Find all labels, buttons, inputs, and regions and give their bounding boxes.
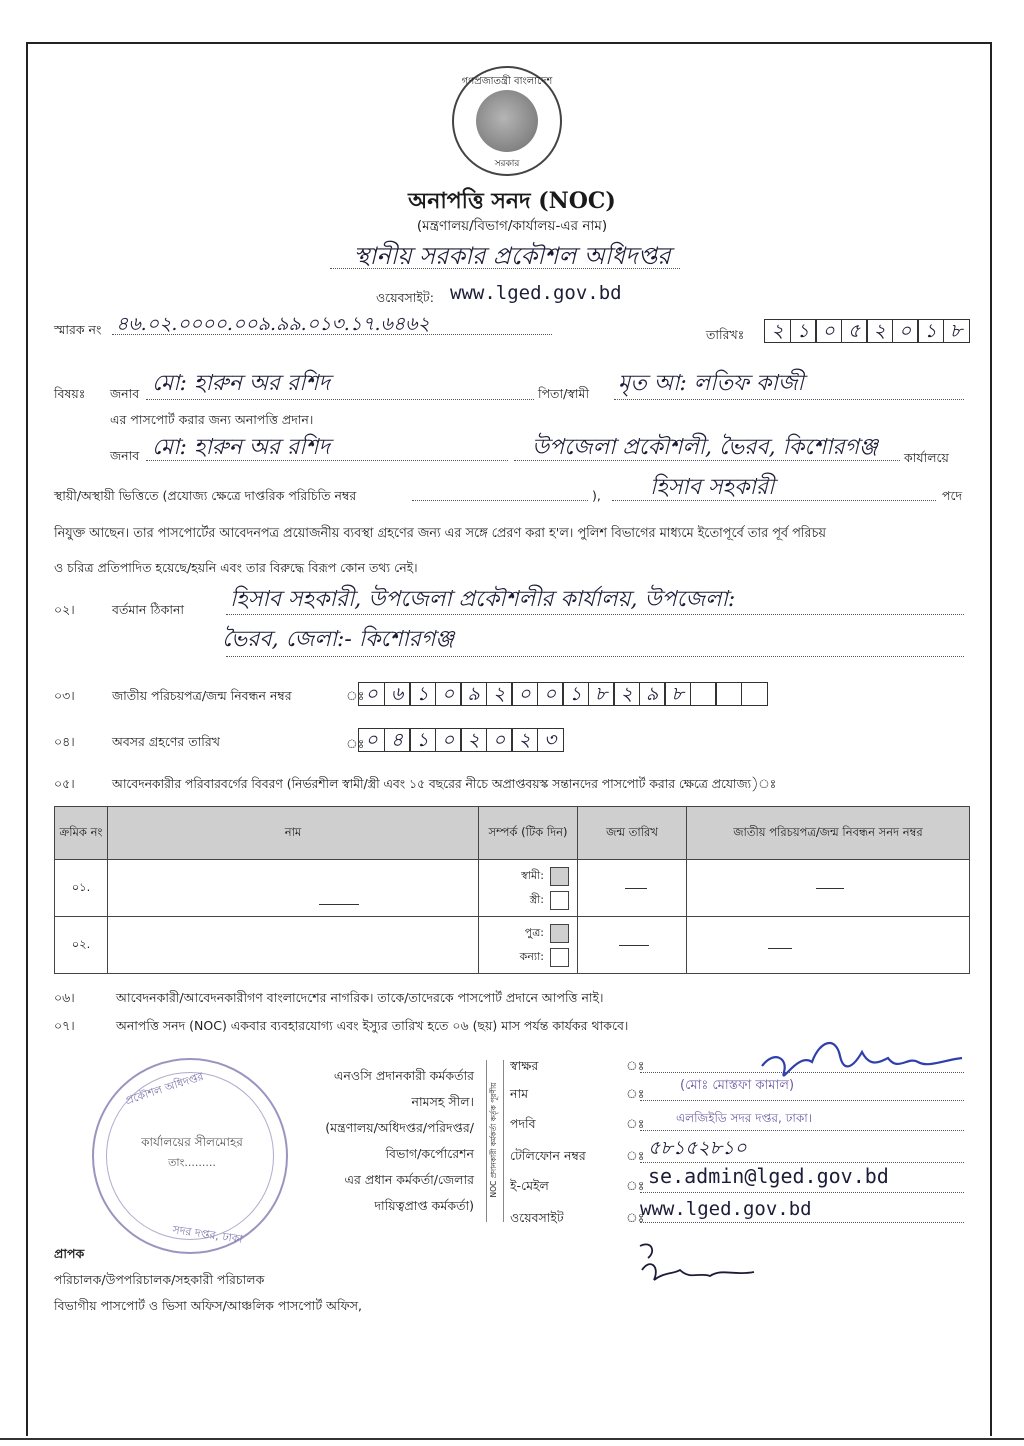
website-field-value: www.lged.gov.bd (640, 1198, 812, 1220)
field-colon: ঃ (626, 1210, 645, 1225)
header-nid: জাতীয় পরিচয়পত্র/জন্ম নিবন্ধন সনদ নম্বর (687, 807, 970, 860)
date-digit: ১ (917, 319, 944, 343)
item-04-num: ০৪। (54, 734, 75, 749)
nid-digit (715, 682, 742, 706)
seal-placeholder-label: কার্যালয়ের সীলমোহর (141, 1135, 243, 1149)
field-colon: ঃ (626, 1058, 645, 1073)
issuer-line: নামসহ সীল। (411, 1094, 474, 1109)
email-line (640, 1192, 964, 1193)
basis-line (412, 500, 588, 501)
nid-digit: ২ (486, 682, 513, 706)
seal-ring-bottom: সদর দপ্তর, ঢাকা (171, 1223, 244, 1246)
retirement-digit: ১ (409, 728, 436, 752)
nid-digit: ৮ (664, 682, 691, 706)
address-line-1: হিসাব সহকারী, উপজেলা প্রকৌশলীর কার্যালয়, উপজেলা: (230, 587, 736, 612)
table-row (55, 917, 970, 974)
post-suffix: পদে (942, 488, 963, 503)
date-digit: ১ (790, 319, 817, 343)
seal-ring-top: প্রকৌশল অধিদপ্তর (123, 1069, 206, 1108)
row-serial: ০২. (55, 917, 108, 974)
row-dob (578, 917, 687, 974)
document-subtitle: (মন্ত্রণালয়/বিভাগ/কার্যালয়-এর নাম) (416, 218, 608, 234)
address-line-2: ভৈরব, জেলা:- কিশোরগঞ্জ (222, 627, 455, 652)
husband-checkbox[interactable] (550, 867, 569, 886)
date-digit: ২ (866, 319, 893, 343)
retirement-digit: ২ (511, 728, 538, 752)
office-seal-stamp (92, 1058, 288, 1254)
document-title: অনাপত্তি সনদ (NOC) (408, 188, 616, 214)
designation-line (612, 500, 936, 501)
address-line-2-rule (226, 656, 964, 657)
row-dob (578, 860, 687, 917)
nid-digit: ১ (409, 682, 436, 706)
field-label-signature: স্বাক্ষর (510, 1058, 539, 1073)
subject-purpose: এর পাসপোর্ট করার জন্য অনাপত্তি প্রদান। (110, 412, 314, 427)
retirement-digit: ৩ (537, 728, 564, 752)
row-nid (687, 917, 970, 974)
noc-vertical-label: NOC প্রদানকারী কর্মকর্তা কর্তৃক পূরণীয় (486, 1060, 504, 1222)
item-04-colon: ঃ (346, 736, 365, 751)
family-table-header (55, 807, 970, 860)
row-name (108, 917, 479, 974)
officer-name-stamp: (মোঃ মোস্তফা কামাল) (680, 1078, 795, 1093)
row-name (108, 860, 479, 917)
item-05-label: আবেদনকারীর পরিবারবর্গের বিবরণ (নির্ভরশীল স্বামী/স্ত্রী এবং ১৫ বছরের নীচে অপ্রাপ্তবয়স্ক সন্তানদের পাসপোর্ট করার ক্ষেত্রে প্রযোজ্য)ঃ (112, 777, 777, 791)
date-digit: ২ (764, 319, 791, 343)
header-dob: জন্ম তারিখ (578, 807, 687, 860)
basis-close: ), (592, 488, 601, 503)
field-label-email: ই-মেইল (510, 1178, 549, 1193)
nid-digit: ০ (537, 682, 564, 706)
website-value: www.lged.gov.bd (450, 282, 622, 304)
body-para-2: নিযুক্ত আছেন। তার পাসপোর্টের আবেদনপত্র প্রয়োজনীয় ব্যবস্থা গ্রহণের জন্য এর সঙ্গে প্রেরণ করা হ'ল। পুলিশ বিভাগের মাধ্যমে ইতোপূর্বে তার পূর্ব পরিচয় (54, 526, 826, 541)
nid-digit: ০ (511, 682, 538, 706)
header-relation: সম্পর্ক (টিক দিন) (479, 807, 578, 860)
body-office: উপজেলা প্রকৌশলী, ভৈরব, কিশোরগঞ্জ (532, 435, 878, 460)
retirement-digit: ০ (435, 728, 462, 752)
issuer-line: দায়িত্বপ্রাপ্ত কর্মকর্তা) (374, 1198, 474, 1213)
recipient-line-2: বিভাগীয় পাসপোর্ট ও ভিসা অফিস/আঞ্চলিক পাসপোর্ট অফিস, (54, 1298, 362, 1313)
office-name-line (330, 268, 680, 269)
subject-label: বিষয়ঃ (54, 386, 86, 401)
date-digit: ৮ (943, 319, 970, 343)
officer-designation-stamp: এলজিইডি সদর দপ্তর, ঢাকা। (676, 1111, 813, 1125)
nid-boxes (358, 682, 766, 706)
phone-line (640, 1162, 964, 1163)
body-mr-label: জনাব (110, 448, 140, 463)
nid-digit (741, 682, 768, 706)
date-boxes (764, 319, 968, 343)
row-relation (479, 860, 578, 917)
item-03-num: ০৩। (54, 688, 75, 703)
phone-value: ৫৮১৫২৮১০ (648, 1137, 747, 1159)
designation-line (640, 1130, 964, 1131)
field-colon: ঃ (626, 1148, 645, 1163)
item-02-label: বর্তমান ঠিকানা (112, 602, 185, 617)
emblem-top-text: গণপ্রজাতন্ত্রী বাংলাদেশ (461, 76, 553, 87)
son-checkbox[interactable] (550, 924, 569, 943)
retirement-digit: ০ (358, 728, 385, 752)
date-digit: ০ (892, 319, 919, 343)
nid-digit: ১ (562, 682, 589, 706)
emblem-map-icon (476, 90, 538, 152)
header-name: নাম (108, 807, 479, 860)
website-line (640, 1222, 964, 1223)
item-07-text: অনাপত্তি সনদ (NOC) একবার ব্যবহারযোগ্য এবং ইস্যুর তারিখ হতে ০৬ (ছয়) মাস পর্যন্ত কার্যকর থাকবে। (116, 1018, 629, 1033)
row-serial: ০১. (55, 860, 108, 917)
body-para-3: ও চরিত্র প্রতিপাদিত হয়েছে/হয়নি এবং তার বিরুদ্ধে বিরূপ কোন তথ্য নেই। (54, 560, 418, 575)
seal-date-label: তাং......... (168, 1156, 216, 1169)
father-name: মৃত আ: লতিফ কাজী (618, 371, 804, 396)
date-digit: ৫ (841, 319, 868, 343)
nid-digit (690, 682, 717, 706)
recipient-line-1: পরিচালক/উপপরিচালক/সহকারী পরিচালক (54, 1272, 265, 1287)
date-label: তারিখঃ (706, 327, 745, 342)
subject-name-line (146, 399, 534, 400)
emblem-bottom-text: সরকার (494, 159, 520, 169)
father-name-line (614, 399, 964, 400)
family-table (54, 806, 970, 974)
initial-signature (630, 1236, 760, 1300)
item-06-num: ০৬। (54, 990, 75, 1005)
field-colon: ঃ (626, 1116, 645, 1131)
field-colon: ঃ (626, 1178, 645, 1193)
item-02-num: ০২। (54, 602, 75, 617)
date-digit: ০ (815, 319, 842, 343)
row-nid (687, 860, 970, 917)
memo-number: ৪৬.০২.০০০০.০০৯.৯৯.০১৩.১৭.৬৪৬২ (116, 313, 430, 335)
body-office-line (514, 460, 900, 461)
memo-line (112, 334, 552, 335)
memo-label: স্মারক নং (54, 322, 102, 337)
header-serial: ক্রমিক নং (55, 807, 108, 860)
field-label-designation: পদবি (510, 1116, 536, 1131)
designation: হিসাব সহকারী (650, 475, 775, 500)
item-05-num: ০৫। (54, 776, 75, 791)
email-value: se.admin@lged.gov.bd (648, 1164, 889, 1188)
daughter-checkbox[interactable] (550, 948, 569, 967)
nid-digit: ০ (358, 682, 385, 706)
office-suffix: কার্যালয়ে (904, 450, 949, 465)
item-06-text: আবেদনকারী/আবেদনকারীগণ বাংলাদেশের নাগরিক। তাকে/তাদেরকে পাসপোর্ট প্রদানে আপত্তি নাই। (116, 990, 604, 1005)
nid-digit: ২ (613, 682, 640, 706)
retirement-date-boxes (358, 728, 562, 752)
field-label-phone: টেলিফোন নম্বর (510, 1148, 586, 1163)
relation-label: পুত্র: (524, 926, 544, 939)
recipient-label: প্রাপক (54, 1246, 85, 1261)
father-label: পিতা/স্বামী (538, 386, 590, 401)
field-colon: ঃ (626, 1086, 645, 1101)
issuer-line: এর প্রধান কর্মকর্তা/জেলার (344, 1172, 474, 1187)
issuer-line: বিভাগ/কর্পোরেশন (385, 1146, 474, 1161)
relation-label: স্ত্রী: (529, 893, 544, 906)
nid-digit: ০ (435, 682, 462, 706)
relation-label: স্বামী: (521, 869, 544, 882)
page-bottom-rule (0, 1438, 1024, 1440)
relation-label: কন্যা: (519, 950, 544, 963)
field-label-name: নাম (510, 1086, 529, 1101)
retirement-digit: ০ (486, 728, 513, 752)
issuer-line: (মন্ত্রণালয়/অধিদপ্তর/পরিদপ্তর/ (325, 1120, 474, 1135)
nid-digit: ৯ (460, 682, 487, 706)
body-name: মো: হারুন অর রশিদ (152, 435, 330, 460)
item-03-colon: ঃ (346, 688, 365, 703)
website-label: ওয়েবসাইট: (376, 290, 434, 305)
name-line (640, 1100, 964, 1101)
basis-text: স্থায়ী/অস্থায়ী ভিত্তিতে (প্রযোজ্য ক্ষেত্রে দাপ্তরিক পরিচিতি নম্বর (54, 488, 357, 503)
government-emblem (452, 66, 562, 176)
row-relation (479, 917, 578, 974)
issuer-line: এনওসি প্রদানকারী কর্মকর্তার (333, 1068, 474, 1083)
subject-name: মো: হারুন অর রশিদ (152, 371, 330, 396)
nid-digit: ৯ (639, 682, 666, 706)
address-line-1-rule (226, 614, 964, 615)
retirement-digit: ৪ (384, 728, 411, 752)
body-name-line (146, 460, 508, 461)
wife-checkbox[interactable] (550, 891, 569, 910)
office-name: স্থানীয় সরকার প্রকৌশল অধিদপ্তর (353, 242, 671, 270)
nid-digit: ৮ (588, 682, 615, 706)
retirement-digit: ২ (460, 728, 487, 752)
nid-digit: ৬ (384, 682, 411, 706)
item-04-label: অবসর গ্রহণের তারিখ (112, 734, 220, 749)
item-07-num: ০৭। (54, 1018, 75, 1033)
subject-mr-label: জনাব (110, 386, 140, 401)
table-row (55, 860, 970, 917)
field-label-website: ওয়েবসাইট (510, 1210, 564, 1225)
item-03-label: জাতীয় পরিচয়পত্র/জন্ম নিবন্ধন নম্বর (112, 688, 292, 703)
